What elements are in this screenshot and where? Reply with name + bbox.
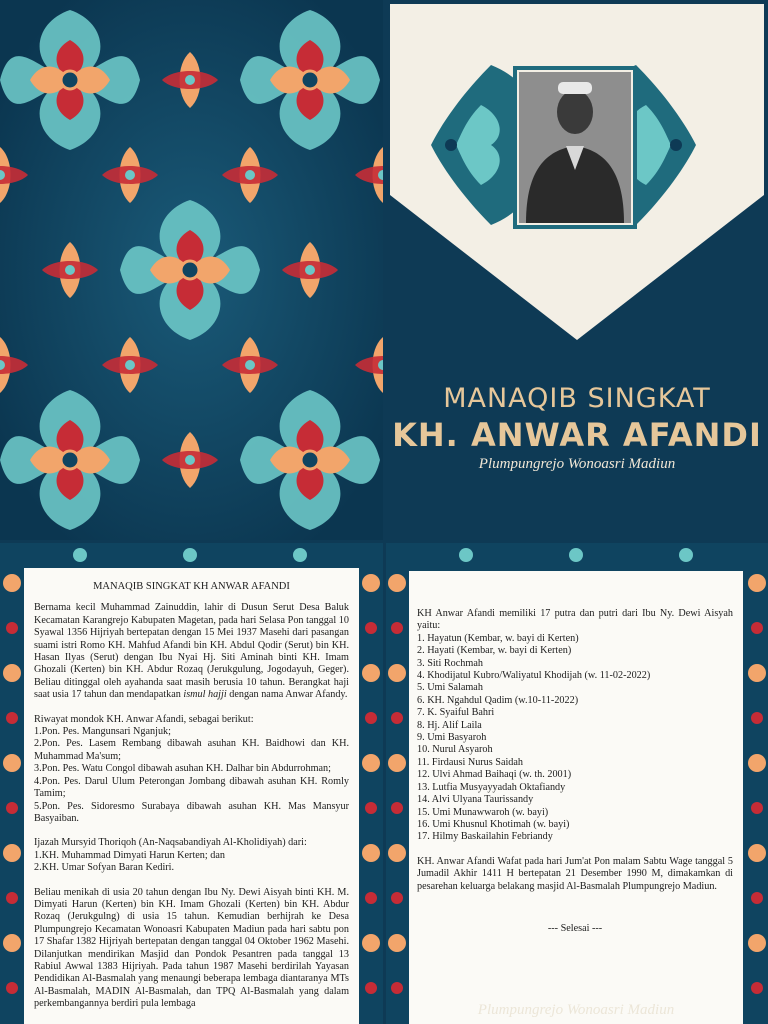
bio-intro-text: Bernama kecil Muhammad Zainuddin, lahir di Dusun Serut Desa Baluk Kecamatan Karangrejo Kabupaten Magetan, pada hari Selasa Pon tanggal 10 Syawal 1356 Hijriyah bertepatan dengan 15 Mei 1937 Masehi dari pasangan suami istri Romo KH. Mahfud Afandi bin KH. Abdul Qodir (Serut) bin KH. Hasan Ilyas (Serut) dengan Ibu Nyai Hj. Siti Aminah binti KH. Imam Ghozali (Kerten) bin KH. Abdur Rozaq (Jerukgulung, Jogodayuh, Geger). Beliau ditinggal oleh ayahanda saat masih berusia 10 tahun. Berangkat haji saat usia 17 tahun dan mendapatkan <box>34 602 349 701</box>
mondok-list <box>34 726 349 825</box>
marriage-paragraph: Beliau menikah di usia 20 tahun dengan Ibu Ny. Dewi Aisyah binti KH. M. Dimyati Harun (Kerten) bin KH. Imam Ghozali (Kerten) bin KH. Abdur Rozaq (Jerukgulng) di usia 15 tahun. Kemudian berhijrah ke Desa Plumpungrejo Kecamatan Wonoasri Kabupaten Madiun pada hari sabtu pon 17 Shafar 1382 Hijriyah bertepatan dengan tanggal 04 Oktober 1962 Masehi. Dilanjutkan mendirikan Masjid dan Pondok Pesantren pada tanggal 13 Rabiul Awwal 1383 Hijriyah. Pada tahun 1987 Masehi berdirilah Yayasan Pendidikan Al-Basmalah yang menaungi beberapa lembaga diantaranya MTs Al-Basmalah, MADIN Al-Basmalah, dan TPQ Al-Basmalah yang dalam perkembangannya berdiri pula lembaga <box>34 886 349 1010</box>
page-left <box>0 543 383 1024</box>
list-item: 11. Firdausi Nurus Saidah <box>417 756 524 768</box>
children-list <box>417 633 733 844</box>
list-item: 16. Umi Khusnul Khotimah (w. bayi) <box>417 818 570 830</box>
page-right <box>386 543 768 1024</box>
ornamental-pattern-top-left <box>0 0 383 540</box>
list-item: 14. Alvi Ulyana Taurissandy <box>417 794 534 806</box>
list-item: 5. Umi Salamah <box>417 682 483 694</box>
list-item: 9. Umi Basyaroh <box>417 732 487 744</box>
mondok-intro: Riwayat mondok KH. Anwar Afandi, sebagai berikut: <box>34 713 254 725</box>
list-item: 2.KH. Umar Sofyan Baran Kediri. <box>34 862 175 874</box>
list-item: 3. Siti Rochmah <box>417 657 483 669</box>
bio-intro-italic: ismul hajji <box>183 689 227 701</box>
list-item: 3.Pon. Pes. Watu Congol dibawah asuhan KH. Dalhar bin Abdurrohman; <box>34 763 331 775</box>
list-item: 6. KH. Ngahdul Qadim (w.10-11-2022) <box>417 694 579 706</box>
list-item: 5.Pon. Pes. Sidoresmo Surabaya dibawah asuhan KH. Mas Mansyur Basyaiban. <box>34 800 349 824</box>
list-item: 7. K. Syaiful Bahri <box>417 707 495 719</box>
children-intro: KH Anwar Afandi memiliki 17 putra dan putri dari Ibu Ny. Dewi Aisyah yaitu: <box>417 608 733 632</box>
cover-title-line1: MANAQIB SINGKAT <box>443 383 711 414</box>
list-item: 17. Hilmy Baskailahin Febriandy <box>417 831 553 843</box>
list-item: 1. Hayatun (Kembar, w. bayi di Kerten) <box>417 632 579 644</box>
list-item: 10. Nurul Asyaroh <box>417 744 493 756</box>
ijazah-intro: Ijazah Mursyid Thoriqoh (An-Naqsabandiyah Al-Kholidiyah) dari: <box>34 837 307 849</box>
list-item: 8. Hj. Alif Laila <box>417 719 482 731</box>
end-marker: --- Selesai --- <box>547 922 603 934</box>
arabesque-ornament <box>0 0 383 540</box>
cover-page <box>386 0 768 540</box>
bio-intro-end: dengan nama Anwar Afandy. <box>229 689 348 701</box>
bio-intro <box>34 602 349 701</box>
watermark-text: Plumpungrejo Wonoasri Madiun <box>477 1001 675 1018</box>
death-paragraph: KH. Anwar Afandi Wafat pada hari Jum'at Pon malam Sabtu Wage tanggal 5 Jumadil Akhir 1411 H bertepatan 21 Desember 1990 M, dimakamkan di pesarehan keluarga belakang masjid Al-Basmalah Plumpungrejo Madiun. <box>417 855 733 892</box>
page-left-sheet <box>24 568 359 1024</box>
list-item: 4. Khodijatul Kubro/Waliyatul Khodijah (w. 11-02-2022) <box>417 670 651 682</box>
list-item: 2. Hayati (Kembar, w. bayi di Kerten) <box>417 645 572 657</box>
portrait-photo <box>519 72 631 223</box>
list-item: 12. Ulvi Ahmad Baihaqi (w. th. 2001) <box>417 769 572 781</box>
cover-subtitle: Plumpungrejo Wonoasri Madiun <box>478 456 676 472</box>
cover-title-line2: KH. ANWAR AFANDI <box>392 416 762 454</box>
page-right-sheet <box>409 571 743 1024</box>
list-item: 15. Umi Munawwaroh (w. bayi) <box>417 806 549 818</box>
list-item: 13. Lutfia Musyayyadah Oktafiandy <box>417 781 566 793</box>
list-item: 4.Pon. Pes. Darul Ulum Peterongan Jombang dibawah asuhan KH. Romly Tamim; <box>34 775 349 800</box>
page-left-heading: MANAQIB SINGKAT KH ANWAR AFANDI <box>93 581 290 592</box>
list-item: 1.Pon. Pes. Mangunsari Nganjuk; <box>34 726 171 738</box>
list-item: 2.Pon. Pes. Lasem Rembang dibawah asuhan KH. Baidhowi dan KH. Muhammad Ma'sum; <box>34 738 349 762</box>
list-item: 1.KH. Muhammad Dimyati Harun Kerten; dan <box>34 849 225 861</box>
ijazah-list <box>34 850 349 875</box>
